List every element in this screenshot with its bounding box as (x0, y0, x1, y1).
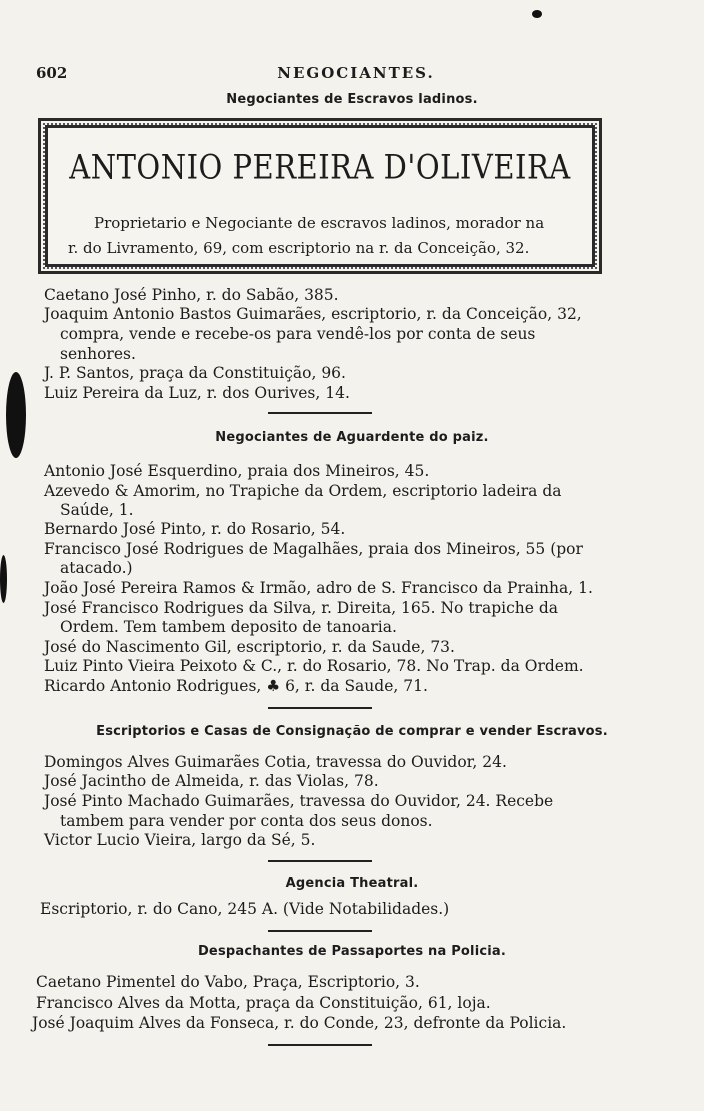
section-divider (268, 412, 372, 414)
list-item: Saúde, 1. (60, 501, 134, 519)
list-item: J. P. Santos, praça da Constituição, 96. (44, 364, 346, 382)
list-item: José Francisco Rodrigues da Silva, r. Direita, 165. No trapiche da (44, 599, 558, 617)
section-divider (268, 1044, 372, 1046)
list-item: Azevedo & Amorim, no Trapiche da Ordem, escriptorio ladeira da (44, 482, 562, 500)
section-heading-aguardente: Negociantes de Aguardente do paiz. (215, 430, 489, 445)
ink-blot (0, 555, 7, 603)
list-item: José Jacintho de Almeida, r. das Violas, 78. (44, 772, 379, 790)
section-heading-despachantes: Despachantes de Passaportes na Policia. (197, 944, 507, 959)
list-item: atacado.) (60, 559, 133, 577)
list-item: senhores. (60, 345, 136, 363)
section-heading-agencia: Agencia Theatral. (285, 876, 419, 891)
section-divider (268, 707, 372, 709)
list-item: Caetano José Pinho, r. do Sabão, 385. (44, 286, 339, 304)
list-item: Caetano Pimentel do Vabo, Praça, Escriptorio, 3. (36, 973, 420, 991)
ink-blot (6, 372, 26, 458)
page-header (36, 64, 676, 86)
list-item: Luiz Pinto Vieira Peixoto & C., r. do Rosario, 78. No Trap. da Ordem. (44, 657, 584, 675)
list-item: Francisco José Rodrigues de Magalhães, praia dos Mineiros, 55 (por (44, 540, 583, 558)
section-heading-escriptorios: Escriptorios e Casas de Consignação de comprar e vender Escravos. (96, 724, 608, 739)
list-item: João José Pereira Ramos & Irmão, adro de S. Francisco da Prainha, 1. (44, 579, 593, 597)
list-item: Domingos Alves Guimarães Cotia, travessa do Ouvidor, 24. (44, 753, 507, 771)
page-number: 602 (36, 64, 68, 82)
list-item: José Joaquim Alves da Fonseca, r. do Conde, 23, defronte da Policia. (32, 1014, 567, 1032)
list-item: Antonio José Esquerdino, praia dos Mineiros, 45. (44, 462, 430, 480)
section-divider (268, 860, 372, 862)
section-heading-escravos: Negociantes de Escravos ladinos. (226, 92, 478, 107)
list-item: Bernardo José Pinto, r. do Rosario, 54. (44, 520, 346, 538)
list-item: José do Nascimento Gil, escriptorio, r. da Saude, 73. (44, 638, 455, 656)
list-item: Victor Lucio Vieira, largo da Sé, 5. (44, 831, 316, 849)
section-divider (268, 930, 372, 932)
advertisement-box (38, 118, 602, 274)
list-item: Ricardo Antonio Rodrigues, ♣ 6, r. da Saude, 71. (44, 677, 428, 695)
list-item: José Pinto Machado Guimarães, travessa do Ouvidor, 24. Recebe (44, 792, 554, 810)
list-item: Escriptorio, r. do Cano, 245 A. (Vide Notabilidades.) (40, 900, 450, 918)
ad-text-line: r. do Livramento, 69, com escriptorio na r. da Conceição, 32. (68, 239, 530, 257)
list-item: compra, vende e recebe-os para vendê-los por conta de seus (60, 325, 536, 343)
list-item: Luiz Pereira da Luz, r. dos Ourives, 14. (44, 384, 350, 402)
list-item: tambem para vender por conta dos seus donos. (60, 812, 433, 830)
list-item: Francisco Alves da Motta, praça da Constituição, 61, loja. (36, 994, 491, 1012)
running-head: NEGOCIANTES. (277, 64, 435, 82)
ad-text-line: Proprietario e Negociante de escravos ladinos, morador na (94, 214, 545, 232)
ink-speck (532, 10, 542, 18)
advertiser-name: ANTONIO PEREIRA D'OLIVEIRA (69, 147, 571, 187)
list-item: Ordem. Tem tambem deposito de tanoaria. (60, 618, 397, 636)
list-item: Joaquim Antonio Bastos Guimarães, escriptorio, r. da Conceição, 32, (44, 305, 582, 323)
